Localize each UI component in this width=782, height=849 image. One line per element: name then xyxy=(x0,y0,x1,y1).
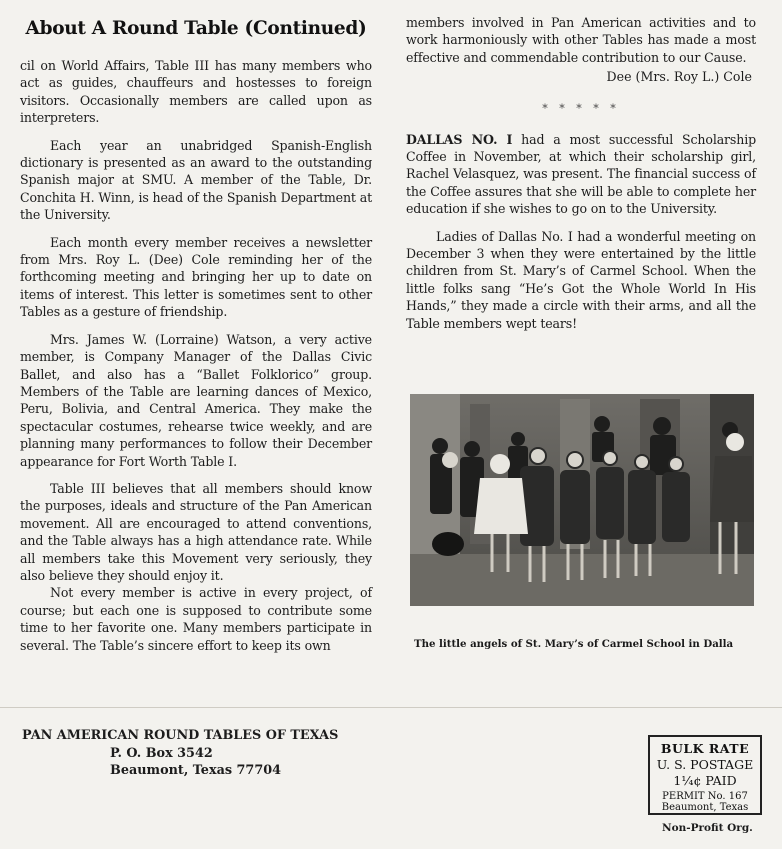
po-box: P. O. Box 3542 xyxy=(110,745,213,761)
indicia-bulk-rate: BULK RATE xyxy=(660,741,750,756)
photo-caption: The little angels of St. Mary’s of Carmel School in Dalla xyxy=(414,638,734,650)
page-divider xyxy=(0,707,782,708)
paragraph-newsletter: Each month every member receives a newsletter from Mrs. Roy L. (Dee) Cole reminding her of the forthcoming meeting and bringing her up to date on items of interest. This letter is sometimes sent to other Tables as a gesture of friendship. xyxy=(20,234,372,320)
indicia-postage: U. S. POSTAGE xyxy=(656,757,754,772)
nonprofit-label: Non-Profit Org. xyxy=(662,822,753,834)
section-separator: * * * * * xyxy=(542,101,620,115)
paragraph-world-affairs: cil on World Affairs, Table III has many members who act as guides, chauffeurs and hostesses to foreign visitors. Occasionally members are called upon as interpreters. xyxy=(20,58,372,126)
city-state-zip: Beaumont, Texas 77704 xyxy=(110,763,282,778)
paragraph-dallas-meeting: Ladies of Dallas No. I had a wonderful meeting on December 3 when they were entertained by the little children from St. Mary’s of Carmel School. When the little folks sang “He’s Got the Whole World In His Hands,” they made a circle with their arms, and all the Table members wept tears! xyxy=(406,228,756,331)
indicia-permit: PERMIT No. 167 xyxy=(662,791,748,802)
paragraph-participation: Not every member is active in every project, of course; but each one is supposed to contribute some time to her favorite one. Many members participate in several. The Table’s sincere effort to keep its own xyxy=(20,585,372,653)
author-signoff: Dee (Mrs. Roy L.) Cole xyxy=(606,69,752,85)
paragraph-dictionary: Each year an unabridged Spanish-English dictionary is presented as an award to the outstanding Spanish major at SMU. A member of the Table, Dr. Conchita H. Winn, is head of the Spanish Department at the University. xyxy=(20,137,372,223)
children-photo xyxy=(410,394,754,606)
mailing-address xyxy=(22,727,362,780)
article-heading: About A Round Table (Continued) xyxy=(25,18,367,39)
indicia-city: Beaumont, Texas xyxy=(661,802,749,813)
paragraph-continuation: members involved in Pan American activities and to work harmoniously with other Tables has made a most effective and commendable contribution to our Cause. xyxy=(406,15,756,65)
left-column xyxy=(20,14,372,654)
paragraph-ballet: Mrs. James W. (Lorraine) Watson, a very active member, is Company Manager of the Dallas Civic Ballet, and also has a “Ballet Folklorico” group. Members of the Table are learning dances of Mexico, Peru, Bolivia, and Central America. They make the spectacular costumes, rehearse twice weekly, and are planning many performances to follow their December appearance for Fort Worth Table I. xyxy=(20,331,372,469)
paragraph-dallas-scholarship xyxy=(406,131,756,218)
right-column xyxy=(406,14,756,332)
dallas-lead: DALLAS NO. I xyxy=(406,131,513,147)
postage-indicia xyxy=(648,735,762,815)
photo-illustration xyxy=(410,394,754,606)
paragraph-purposes: Table III believes that all members should know the purposes, ideals and structure of the Pan American movement. All are encouraged to attend conventions, and the Table always has a high attendance rate. While all members take this Movement very seriously, they also believe they should enjoy it. xyxy=(20,480,372,583)
dallas-scholarship-text: had a most successful Scholarship Coffee in November, at which their scholarship girl, Rachel Velasquez, was present. The financial success of the Coffee assures that she will be able to complete her education if she wishes to go on to the University. xyxy=(406,131,756,217)
indicia-paid: 1¼¢ PAID xyxy=(673,773,737,788)
organization-name: PAN AMERICAN ROUND TABLES OF TEXAS xyxy=(22,728,339,743)
